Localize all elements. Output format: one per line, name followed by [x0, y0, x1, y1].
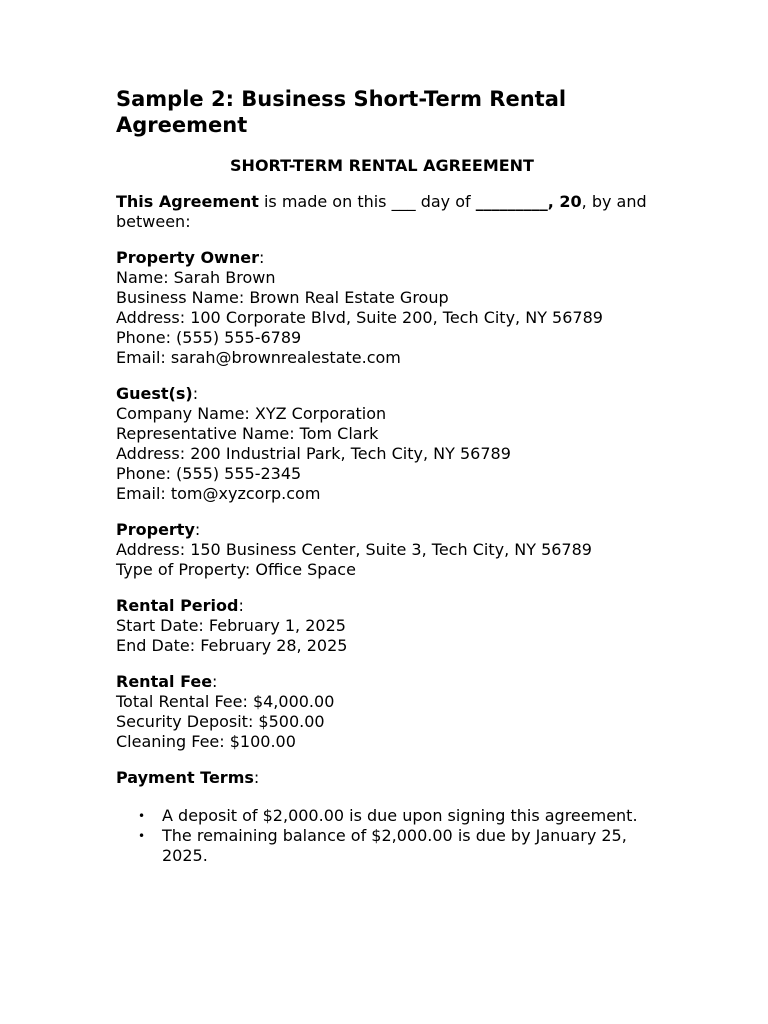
end-date: End Date: February 28, 2025 [116, 636, 348, 655]
security-deposit: Security Deposit: $500.00 [116, 712, 325, 731]
colon: : [258, 248, 265, 267]
document-page [116, 86, 656, 882]
payment-terms-section [116, 768, 656, 866]
list-item [138, 826, 656, 866]
agreement-heading: SHORT-TERM RENTAL AGREEMENT [230, 156, 534, 175]
guest-email: Email: tom@xyzcorp.com [116, 484, 321, 503]
payment-term-text: A deposit of $2,000.00 is due upon signing this agreement. [162, 806, 638, 825]
colon: : [212, 672, 218, 691]
payment-terms-label: Payment Terms [116, 768, 254, 787]
property-owner-section [116, 248, 656, 368]
guest-representative-name: Representative Name: Tom Clark [116, 424, 379, 443]
property-type: Type of Property: Office Space [116, 560, 356, 579]
guest-phone: Phone: (555) 555-2345 [116, 464, 302, 483]
rental-fee-label: Rental Fee [116, 672, 213, 691]
payment-terms-list [116, 806, 656, 866]
guests-label: Guest(s) [116, 384, 193, 403]
list-item [138, 806, 656, 826]
colon: : [253, 768, 260, 787]
payment-terms-label-line [116, 768, 656, 788]
intro-text-2: , by and between: [116, 192, 647, 231]
payment-term-text: The remaining balance of $2,000.00 is due by January 25, 2025. [162, 826, 627, 865]
rental-period-label: Rental Period [116, 596, 239, 615]
owner-address: Address: 100 Corporate Blvd, Suite 200, Tech City, NY 56789 [116, 308, 603, 327]
property-label: Property [116, 520, 195, 539]
property-section [116, 520, 656, 580]
guest-address: Address: 200 Industrial Park, Tech City, NY 56789 [116, 444, 511, 463]
owner-business-name: Business Name: Brown Real Estate Group [116, 288, 449, 307]
guests-section [116, 384, 656, 504]
agreement-intro [116, 192, 656, 232]
rental-period-section [116, 596, 656, 656]
rental-period-label-line [116, 596, 656, 616]
colon: : [194, 520, 201, 539]
guests-label-line [116, 384, 656, 404]
start-date: Start Date: February 1, 2025 [116, 616, 346, 635]
colon: : [192, 384, 199, 403]
guest-company-name: Company Name: XYZ Corporation [116, 404, 387, 423]
property-owner-label-line [116, 248, 656, 268]
total-rental-fee: Total Rental Fee: $4,000.00 [116, 692, 335, 711]
cleaning-fee: Cleaning Fee: $100.00 [116, 732, 296, 751]
colon: : [238, 596, 244, 615]
property-owner-label: Property Owner [116, 248, 259, 267]
intro-text-1: is made on this ___ day of [258, 192, 476, 211]
owner-name: Name: Sarah Brown [116, 268, 276, 287]
bullet-icon: • [138, 829, 146, 843]
rental-fee-label-line [116, 672, 656, 692]
rental-fee-section [116, 672, 656, 752]
intro-date-blank: _________, 20 [475, 192, 582, 211]
document-title: Sample 2: Business Short-Term Rental Agreement [116, 87, 567, 137]
property-address: Address: 150 Business Center, Suite 3, Tech City, NY 56789 [116, 540, 592, 559]
property-label-line [116, 520, 656, 540]
bullet-icon: • [138, 809, 146, 823]
owner-phone: Phone: (555) 555-6789 [116, 328, 302, 347]
owner-email: Email: sarah@brownrealestate.com [116, 348, 401, 367]
intro-bold-lead: This Agreement [116, 192, 259, 211]
